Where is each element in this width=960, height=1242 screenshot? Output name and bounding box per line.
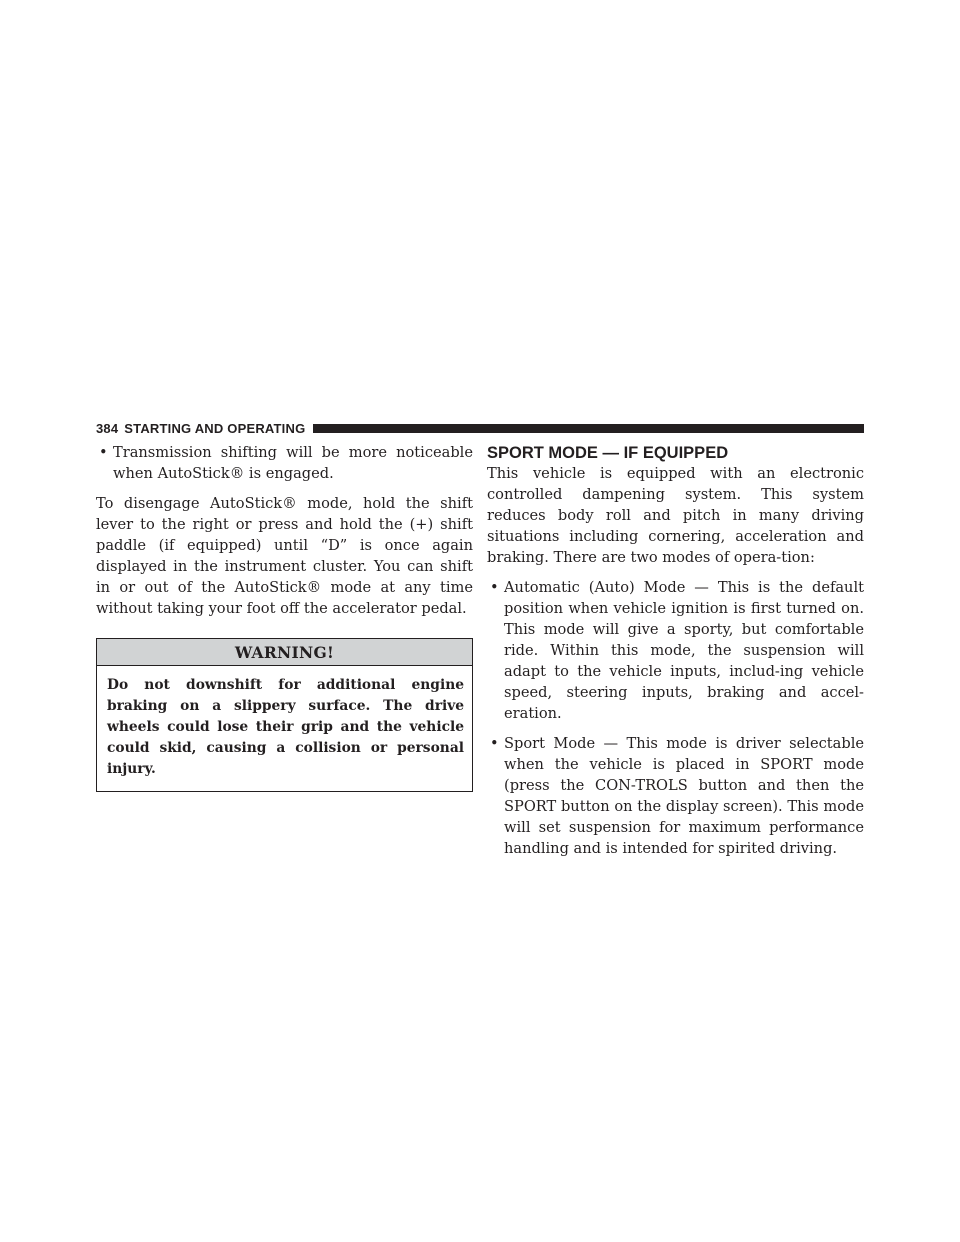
list-item (487, 733, 864, 859)
bullet-icon: • (490, 579, 499, 596)
intro-paragraph: This vehicle is equipped with an electronic controlled dampening system. This system reduces body roll and pitch in many driving situations including cornering, acceleration and braking. There are two modes of opera-tion: (487, 465, 864, 566)
left-column (96, 442, 473, 792)
bullet-text: Transmission shifting will be more noticeable when AutoStick® is engaged. (113, 444, 473, 482)
page-number: 384 (96, 420, 119, 436)
page-header (96, 419, 864, 437)
bullet-text: Sport Mode — This mode is driver selectable when the vehicle is placed in SPORT mode (press the CON-TROLS button and then the SPORT button on the display screen). This mode will set suspension for maximum performance handling and is intended for spirited driving. (504, 735, 864, 857)
list-item (487, 577, 864, 724)
warning-box (96, 638, 473, 792)
warning-title: WARNING! (97, 639, 472, 666)
bullet-text: Automatic (Auto) Mode — This is the default position when vehicle ignition is first turned on. This mode will give a sporty, but comfortable ride. Within this mode, the suspension will adapt to the vehicle inputs, includ-ing vehicle speed, steering inputs, braking and accel-eration. (504, 579, 864, 722)
list-item (96, 442, 473, 484)
bullet-icon: • (490, 735, 499, 752)
disengage-paragraph: To disengage AutoStick® mode, hold the shift lever to the right or press and hold the (+) shift paddle (if equipped) until “D” is once again displayed in the instrument cluster. You can shift in or out of the AutoStick® mode at any time without taking your foot off the accelerator pedal. (96, 495, 473, 617)
right-column (487, 442, 864, 859)
warning-text: Do not downshift for additional engine braking on a slippery surface. The drive wheels could lose their grip and the vehicle could skid, causing a collision or personal injury. (107, 677, 464, 777)
section-title: SPORT MODE — IF EQUIPPED (487, 444, 729, 462)
section-name: STARTING AND OPERATING (124, 420, 306, 436)
header-rule (313, 424, 864, 433)
bullet-icon: • (99, 444, 108, 461)
